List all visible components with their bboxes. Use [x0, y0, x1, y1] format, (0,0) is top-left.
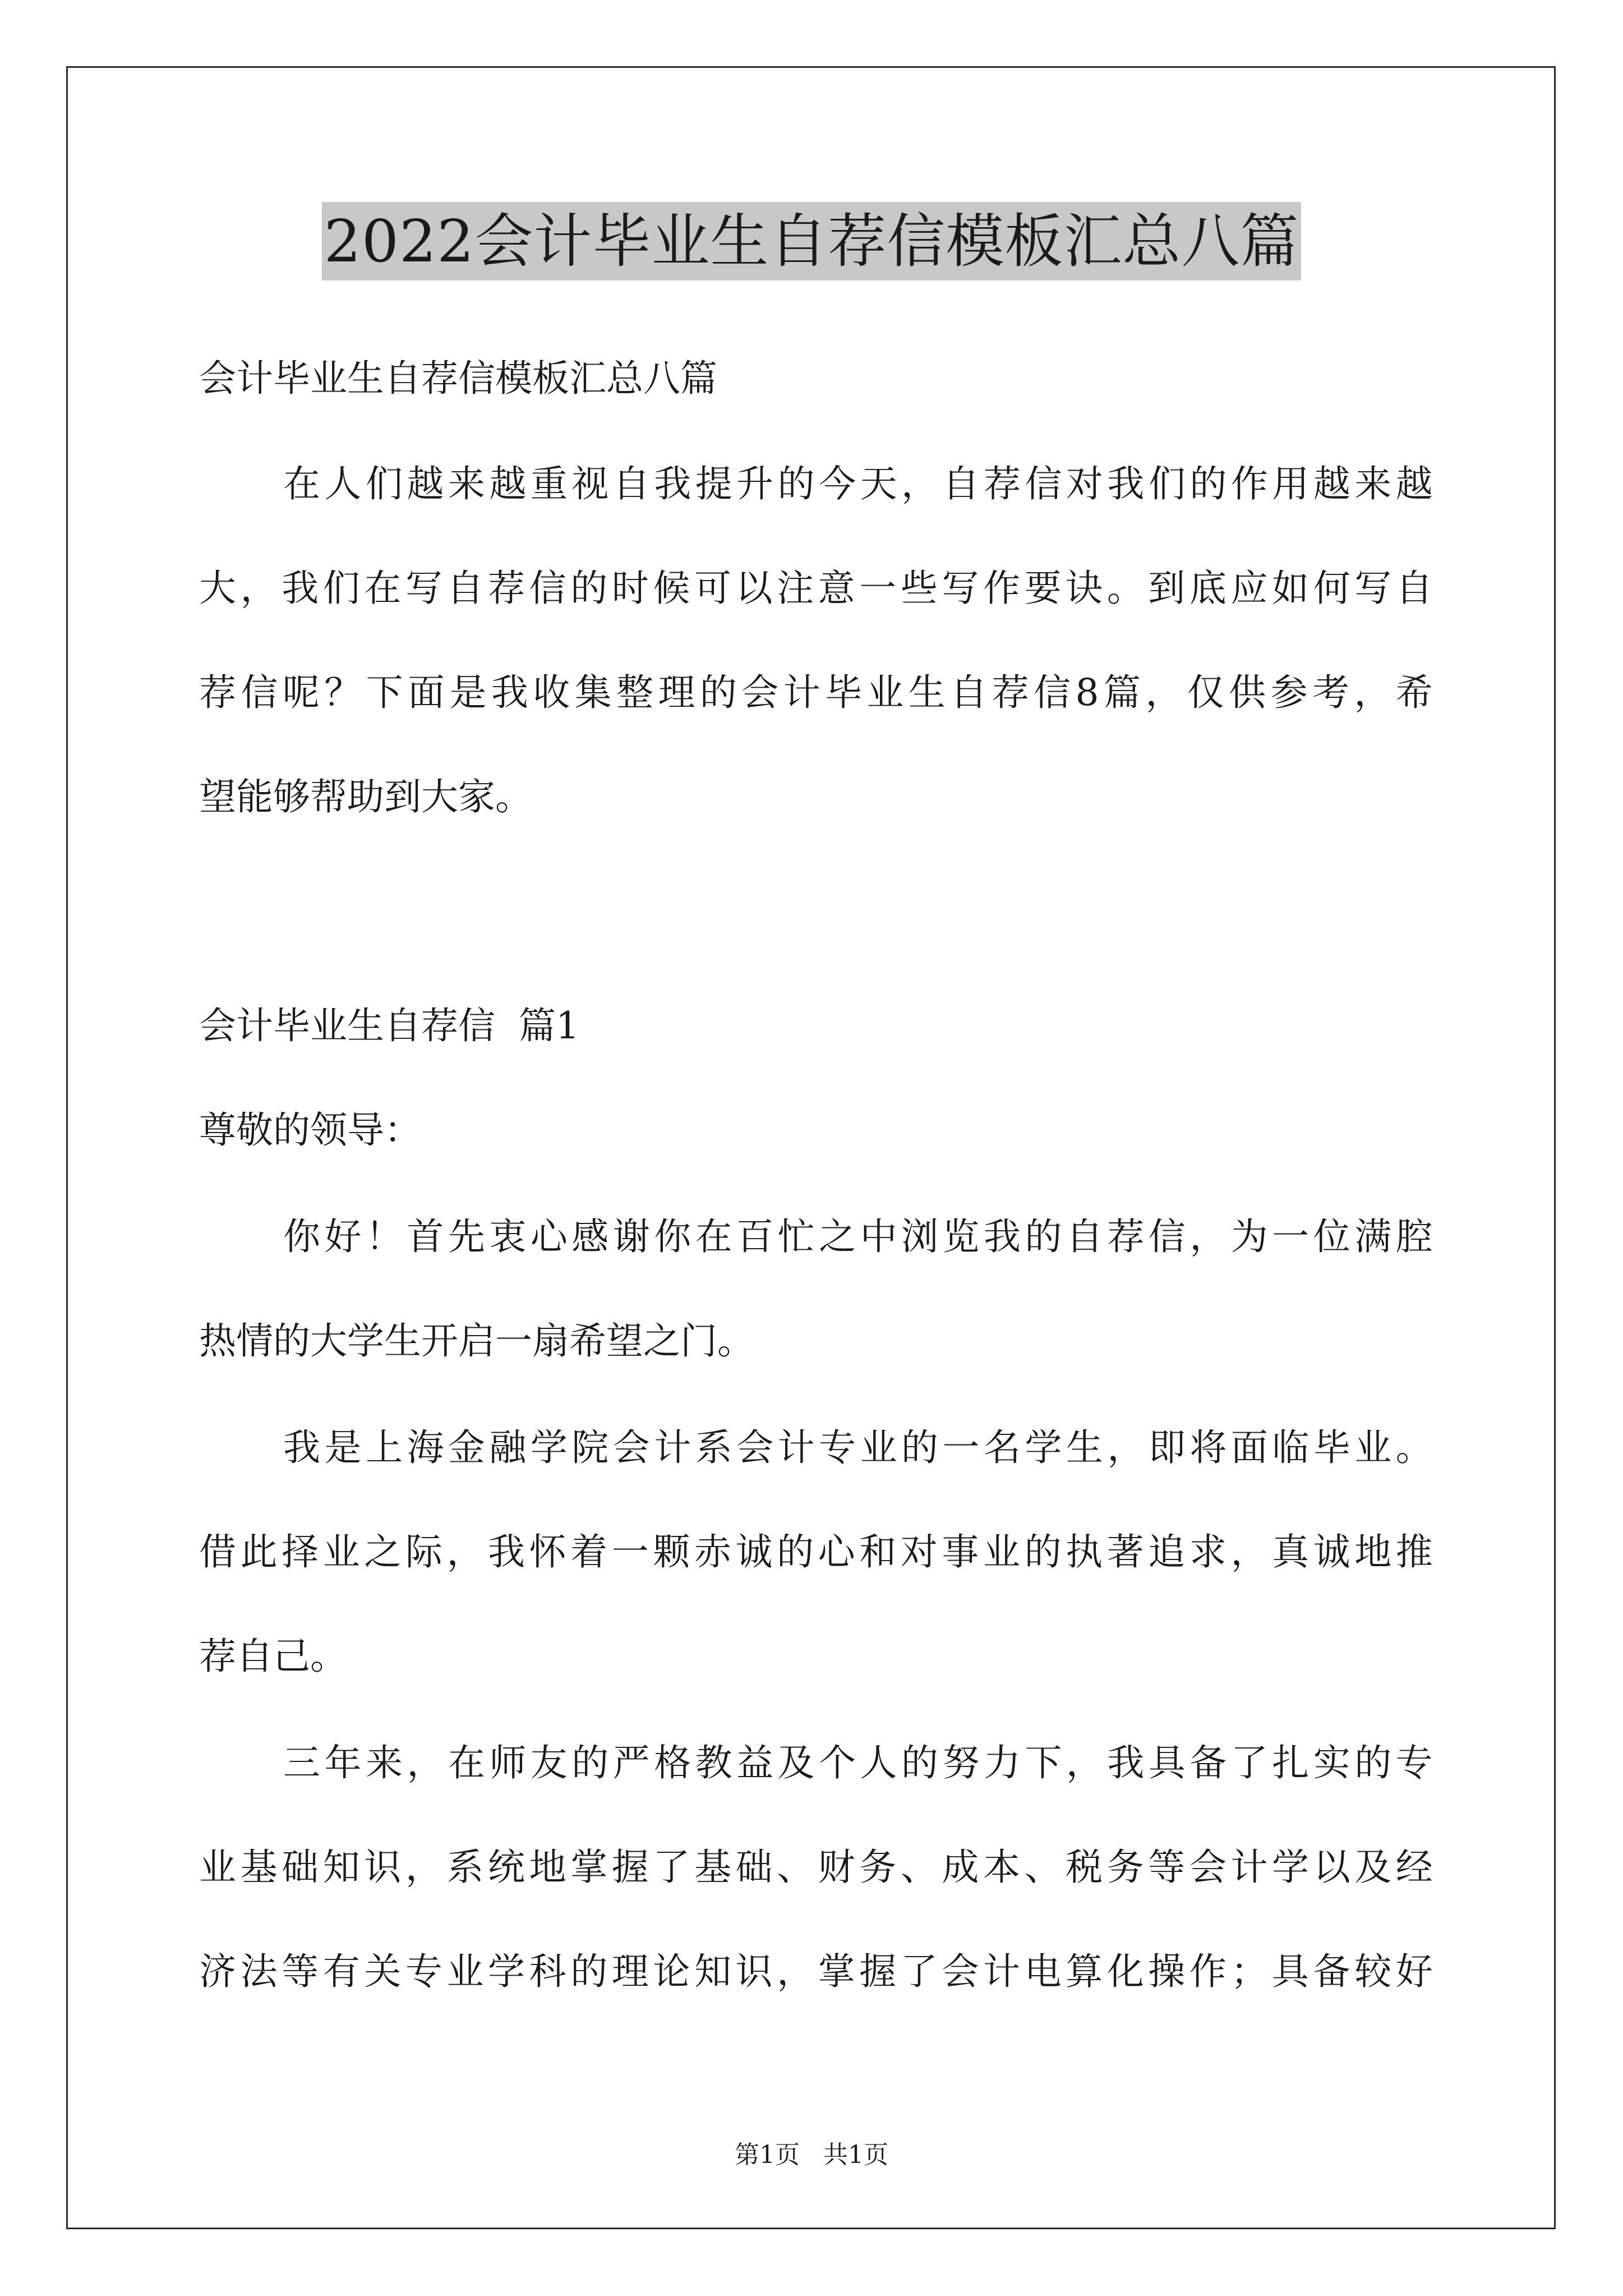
title-container [0, 202, 1623, 280]
para2-line-1: 我 是 上 海 金 融 学 院 会 计 系 会 计 专 业 的 一 名 学 生 ， 即 将 面 临 毕 业 。 [283, 1426, 1433, 1469]
intro-line-4: 望能够帮助到大家。 [199, 775, 532, 818]
para1-line-1: 你 好 ！ 首 先 衷 心 感 谢 你 在 百 忙 之 中 浏 览 我 的 自 荐 信 ， 为 一 位 满 腔 [283, 1215, 1433, 1258]
para1-line-2: 热情的大学生开启一扇希望之门。 [199, 1319, 754, 1363]
para3-line-1: 三 年 来 ， 在 师 友 的 严 格 教 益 及 个 人 的 努 力 下 ， 我 具 备 了 扎 实 的 专 [283, 1741, 1433, 1784]
para3-line-2: 业 基 础 知 识 ， 系 统 地 掌 握 了 基 础 、 财 务 、 成 本 、 税 务 等 会 计 学 以 及 经 [199, 1846, 1433, 1889]
intro-line-1: 在 人 们 越 来 越 重 视 自 我 提 升 的 今 天 ， 自 荐 信 对 我 们 的 作 用 越 来 越 [283, 462, 1433, 505]
salutation: 尊敬的领导： [199, 1108, 421, 1152]
para3-line-3: 济 法 等 有 关 专 业 学 科 的 理 论 知 识 ， 掌 握 了 会 计 电 算 化 操 作 ； 具 备 较 好 [199, 1950, 1433, 1993]
intro-line-2: 大 ， 我 们 在 写 自 荐 信 的 时 候 可 以 注 意 一 些 写 作 要 诀 。 到 底 应 如 何 写 自 [199, 567, 1433, 610]
section-heading: 会计毕业生自荐信 篇1 [199, 1004, 579, 1047]
document-subtitle: 会计毕业生自荐信模板汇总八篇 [199, 357, 717, 400]
document-title: 2022会计毕业生自荐信模板汇总八篇 [322, 202, 1302, 280]
para2-line-3: 荐自己。 [199, 1635, 347, 1678]
page-footer: 第1页 共1页 [735, 2141, 888, 2169]
intro-line-3: 荐 信 呢 ？ 下 面 是 我 收 集 整 理 的 会 计 毕 业 生 自 荐 信 8 篇 ， 仅 供 参 考 ， 希 [199, 671, 1433, 714]
para2-line-2: 借 此 择 业 之 际 ， 我 怀 着 一 颗 赤 诚 的 心 和 对 事 业 的 执 著 追 求 ， 真 诚 地 推 [199, 1530, 1433, 1573]
